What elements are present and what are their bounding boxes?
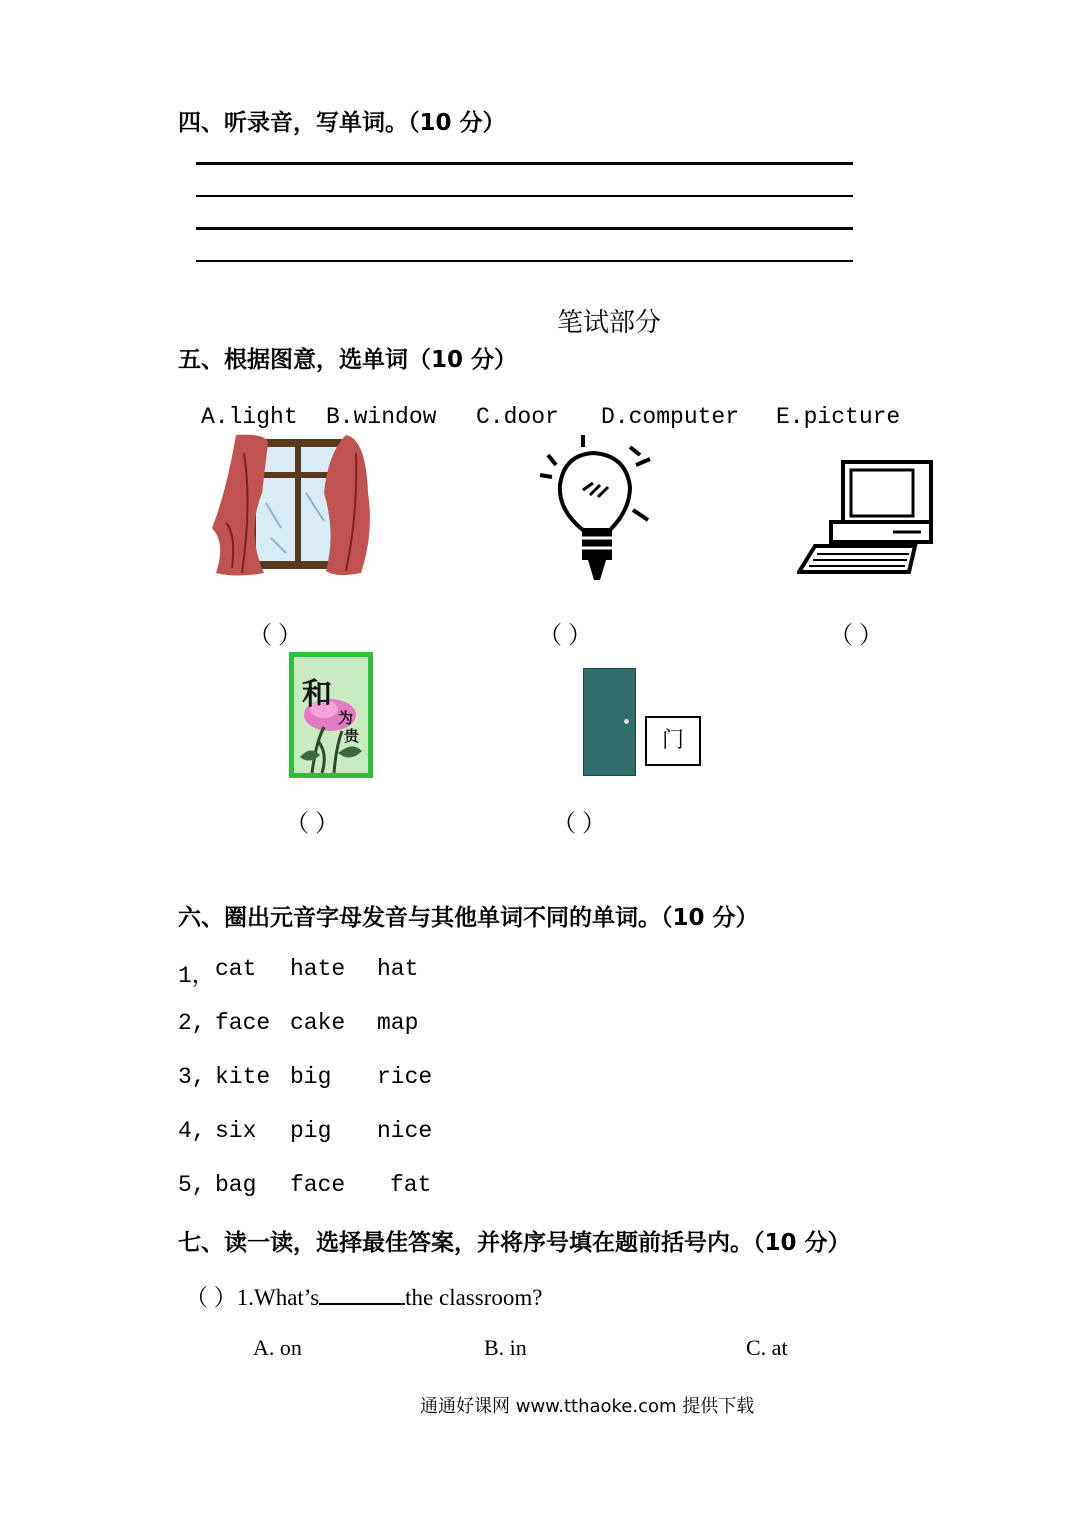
row-number: 5, (178, 1172, 206, 1198)
answer-paren-door[interactable]: （ ） (552, 811, 606, 837)
option-picture: E.picture (776, 404, 901, 430)
word-option[interactable]: cake (290, 1010, 346, 1036)
writing-line-4 (196, 260, 853, 262)
answer-paren-window[interactable]: （ ） (248, 623, 302, 649)
light-bulb-image (538, 435, 658, 585)
word-option[interactable]: fat (390, 1172, 432, 1198)
question-1-blank[interactable] (319, 1283, 405, 1305)
writing-line-3 (196, 227, 853, 230)
door-knob-icon (624, 719, 629, 724)
section6-title: 六、圈出元音字母发音与其他单词不同的单词。（10 分） (178, 905, 759, 931)
question-1 (185, 1279, 542, 1312)
option-computer: D.computer (601, 404, 740, 430)
door-image (583, 668, 636, 776)
word-option[interactable]: hate (290, 956, 346, 982)
picture-text-wei: 为 (338, 709, 354, 727)
answer-paren-picture[interactable]: （ ） (285, 811, 339, 837)
picture-text-gui: 贵 (344, 727, 360, 745)
computer-image (797, 460, 937, 575)
word-option[interactable]: face (290, 1172, 346, 1198)
answer-paren-light[interactable]: （ ） (538, 623, 592, 649)
picture-image (289, 652, 373, 778)
option-light: A.light (201, 404, 298, 430)
word-option[interactable]: pig (290, 1118, 332, 1144)
picture-text-he: 和 (302, 677, 332, 712)
section5-title: 五、根据图意，选单词（10 分） (178, 347, 518, 373)
word-option[interactable]: nice (377, 1118, 433, 1144)
word-option[interactable]: bag (215, 1172, 257, 1198)
answer-paren-computer[interactable]: （ ） (829, 623, 883, 649)
window-image (206, 433, 376, 578)
option-window: B.window (326, 404, 437, 430)
option-door: C.door (476, 404, 559, 430)
word-option[interactable]: kite (215, 1064, 271, 1090)
row-number: 3, (178, 1064, 206, 1090)
word-option[interactable]: big (290, 1064, 332, 1090)
row-number: 2, (178, 1010, 206, 1036)
word-option[interactable]: rice (377, 1064, 433, 1090)
row-number: 4, (178, 1118, 206, 1144)
written-part-title: 笔试部分 (557, 308, 662, 338)
word-option[interactable]: map (377, 1010, 419, 1036)
choice-b: B. in (484, 1335, 527, 1360)
word-option[interactable]: hat (377, 956, 419, 982)
question-1-suffix: the classroom? (405, 1285, 543, 1310)
section4-title: 四、听录音，写单词。（10 分） (178, 110, 506, 136)
writing-line-2 (196, 195, 853, 197)
word-option[interactable]: face (215, 1010, 271, 1036)
choice-c: C. at (746, 1335, 788, 1360)
choice-a: A. on (253, 1335, 302, 1360)
writing-line-1 (196, 162, 853, 165)
section7-title: 七、读一读，选择最佳答案，并将序号填在题前括号内。（10 分） (178, 1230, 851, 1256)
word-option[interactable]: cat (215, 956, 257, 982)
page-footer: 通通好课网 www.tthaoke.com 提供下载 (420, 1396, 755, 1417)
door-label-box: 门 (645, 716, 701, 766)
row-number: 1， (178, 963, 215, 989)
question-1-prefix: （ ）1.What’s (185, 1285, 320, 1310)
word-option[interactable]: six (215, 1118, 257, 1144)
